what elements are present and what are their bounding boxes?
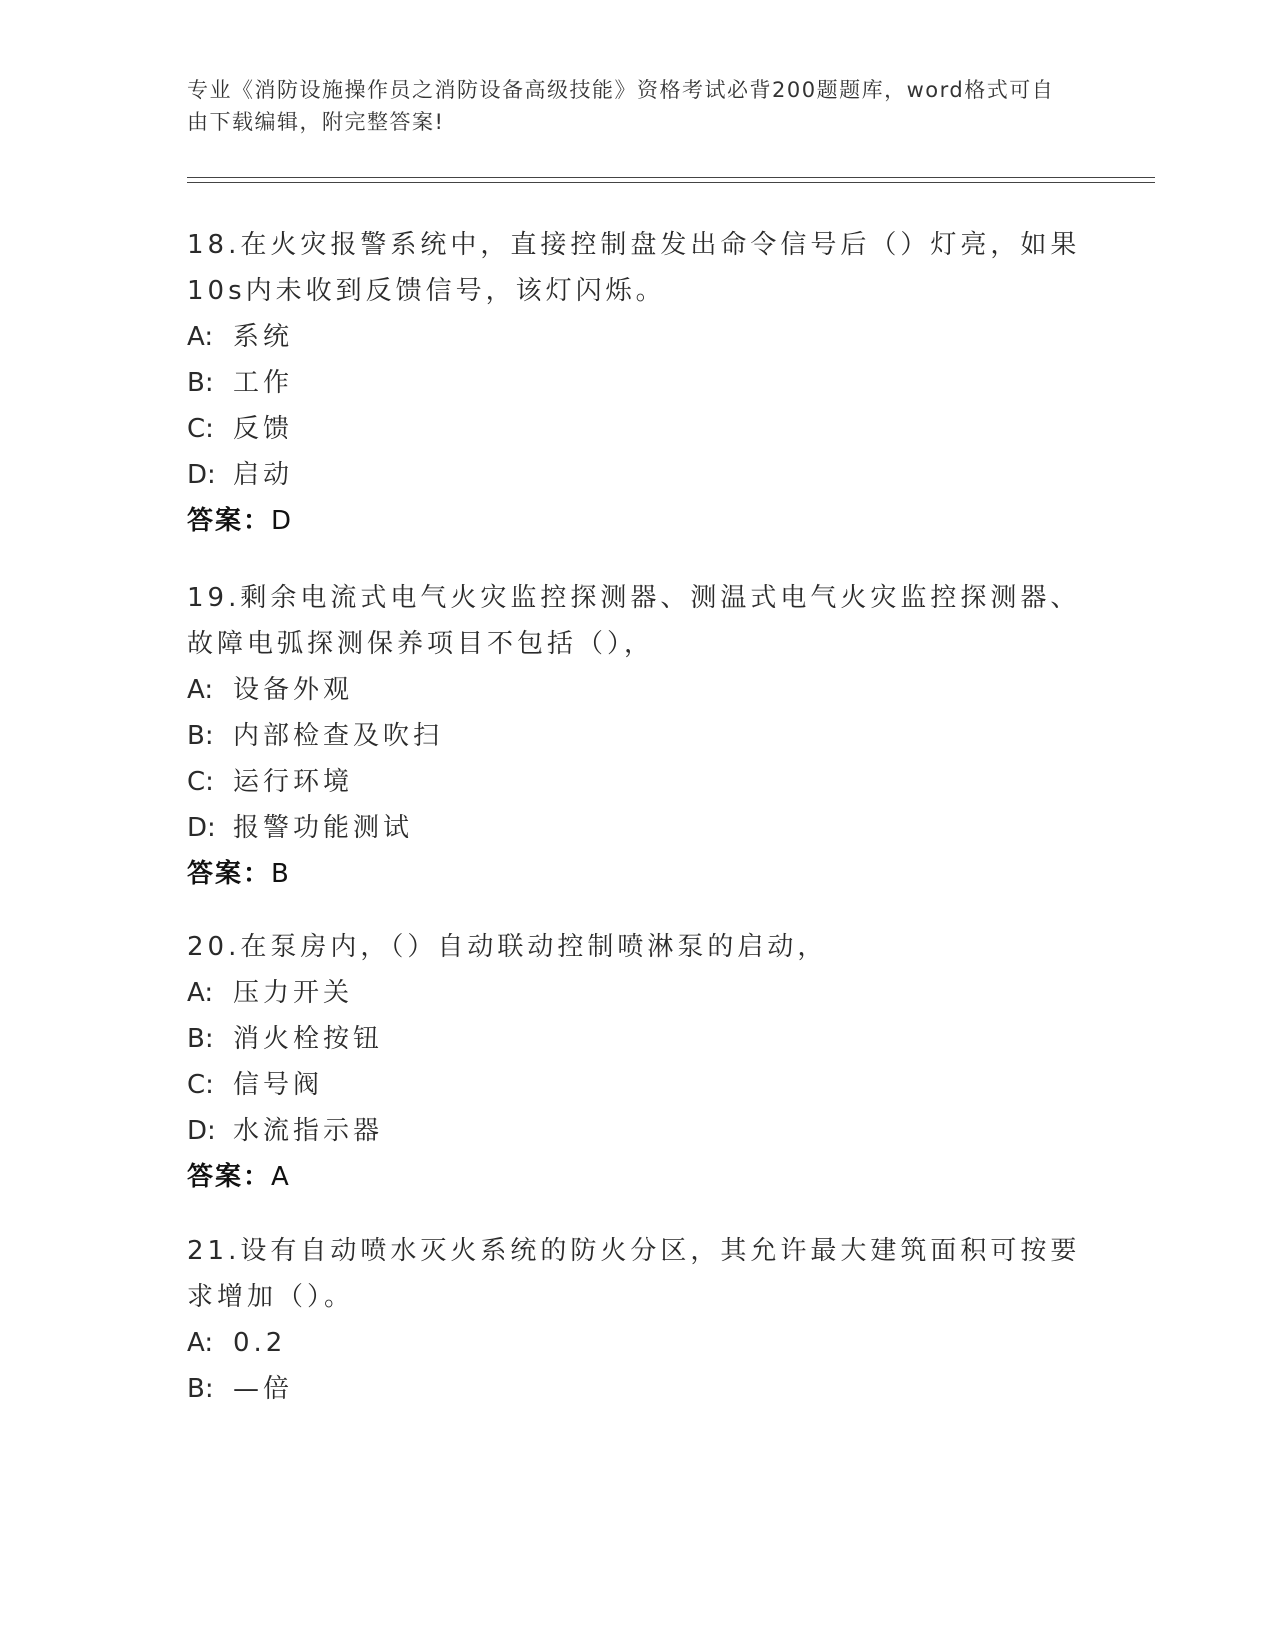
answer-line — [187, 498, 1087, 544]
answer-line — [187, 1154, 1087, 1200]
question-19 — [187, 575, 1087, 897]
option-a — [187, 314, 1087, 360]
document-header: 专业《消防设施操作员之消防设备高级技能》资格考试必背200题题库，word格式可自由下载编辑，附完整答案! — [187, 78, 1055, 134]
answer-value: A — [271, 1162, 291, 1192]
option-text: 设备外观 — [233, 675, 354, 705]
option-b — [187, 1366, 1087, 1412]
option-d — [187, 805, 1087, 851]
option-key: C: — [187, 1070, 214, 1100]
option-a — [187, 970, 1087, 1016]
option-text: 系统 — [233, 322, 294, 352]
option-text: 运行环境 — [233, 767, 354, 797]
option-b — [187, 360, 1087, 406]
question-stem: 21.设有自动喷水灭火系统的防火分区，其允许最大建筑面积可按要求增加（）。 — [187, 1236, 1081, 1312]
option-key: A: — [187, 978, 214, 1008]
option-key: B: — [187, 721, 214, 751]
header-divider — [187, 177, 1155, 183]
option-text: 压力开关 — [233, 978, 354, 1008]
option-key: B: — [187, 1024, 214, 1054]
option-d — [187, 1108, 1087, 1154]
answer-label: 答案： — [187, 859, 272, 889]
question-stem: 18.在火灾报警系统中，直接控制盘发出命令信号后（）灯亮，如果10s内未收到反馈信号，该灯闪烁。 — [187, 230, 1081, 306]
answer-label: 答案： — [187, 1162, 272, 1192]
answer-value: B — [271, 859, 291, 889]
option-text: 信号阀 — [233, 1070, 324, 1100]
option-key: D: — [187, 1116, 216, 1146]
option-a — [187, 1320, 1087, 1366]
option-key: A: — [187, 1328, 214, 1358]
option-text: 水流指示器 — [233, 1116, 384, 1146]
question-21 — [187, 1228, 1087, 1412]
option-text: 启动 — [233, 460, 294, 490]
option-key: B: — [187, 1374, 214, 1404]
option-a — [187, 667, 1087, 713]
option-key: C: — [187, 414, 214, 444]
option-text: 消火栓按钮 — [233, 1024, 384, 1054]
option-key: A: — [187, 675, 214, 705]
answer-label: 答案： — [187, 506, 272, 536]
option-c — [187, 1062, 1087, 1108]
option-key: D: — [187, 813, 216, 843]
option-c — [187, 406, 1087, 452]
option-text: —倍 — [233, 1374, 294, 1404]
answer-value: D — [271, 506, 294, 536]
option-c — [187, 759, 1087, 805]
option-text: 反馈 — [233, 414, 294, 444]
option-d — [187, 452, 1087, 498]
option-text: 报警功能测试 — [233, 813, 414, 843]
option-text: 内部检查及吹扫 — [233, 721, 444, 751]
option-text: 0.2 — [233, 1328, 287, 1358]
question-stem: 20.在泵房内，（）自动联动控制喷淋泵的启动， — [187, 932, 828, 962]
question-18 — [187, 222, 1087, 544]
answer-line — [187, 851, 1087, 897]
option-key: D: — [187, 460, 216, 490]
question-20 — [187, 924, 1087, 1200]
option-b — [187, 1016, 1087, 1062]
option-key: B: — [187, 368, 214, 398]
option-text: 工作 — [233, 368, 294, 398]
question-stem: 19.剩余电流式电气火灾监控探测器、测温式电气火灾监控探测器、故障电弧探测保养项目不包括（）， — [187, 583, 1081, 659]
option-b — [187, 713, 1087, 759]
option-key: C: — [187, 767, 214, 797]
option-key: A: — [187, 322, 214, 352]
